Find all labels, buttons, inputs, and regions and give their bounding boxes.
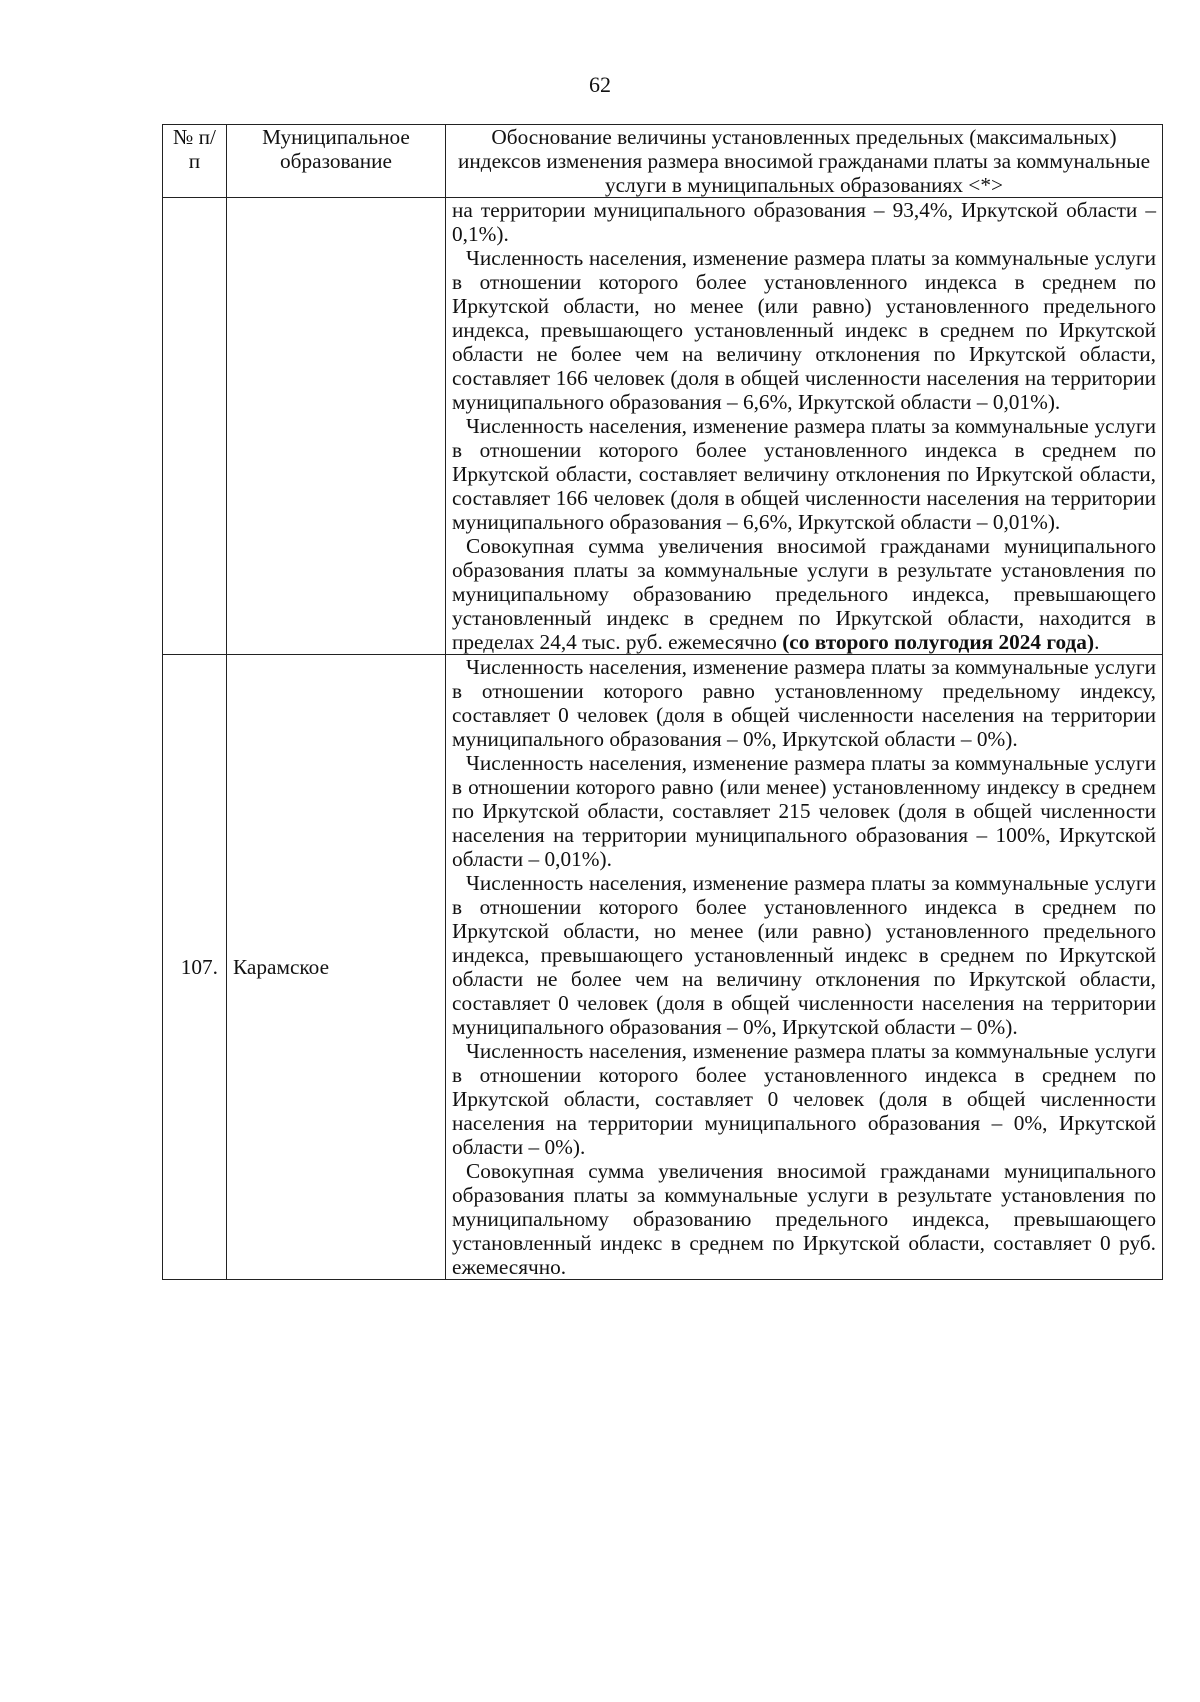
header-num: № п/п bbox=[163, 125, 227, 198]
paragraph-total bbox=[452, 534, 1156, 654]
header-justification: Обоснование величины установленных предельных (максимальных) индексов изменения размера вносимой гражданами платы за коммунальные услуги в муниципальных образованиях <*> bbox=[446, 125, 1163, 198]
paragraph: Численность населения, изменение размера платы за коммунальные услуги в отношении которого более установленного индекса в среднем по Иркутской области, составляет 0 человек (доля в общей численности населения на территории муниципального образования – 0%, Иркутской области – 0%). bbox=[452, 1039, 1156, 1159]
row-num-cell bbox=[163, 198, 227, 655]
justification-table bbox=[162, 124, 1163, 1280]
paragraph: Численность населения, изменение размера платы за коммунальные услуги в отношении которого более установленного индекса в среднем по Иркутской области, составляет величину отклонения по Иркутской области, составляет 166 человек (доля в общей численности населения на территории муниципального образования – 6,6%, Иркутской области – 0,01%). bbox=[452, 414, 1156, 534]
paragraph: на территории муниципального образования – 93,4%, Иркутской области – 0,1%). bbox=[452, 198, 1156, 246]
row-municipality-cell bbox=[227, 198, 446, 655]
row-num-cell: 107. bbox=[163, 655, 227, 1280]
paragraph: Совокупная сумма увеличения вносимой гражданами муниципального образования платы за коммунальные услуги в результате установления по муниципальному образованию предельного индекса, превышающего установленный индекс в среднем по Иркутской области, составляет 0 руб. ежемесячно. bbox=[452, 1159, 1156, 1279]
paragraph: Численность населения, изменение размера платы за коммунальные услуги в отношении которого более установленного индекса в среднем по Иркутской области, но менее (или равно) установленного предельного индекса, превышающего установленный индекс в среднем по Иркутской области не более чем на величину отклонения по Иркутской области, составляет 166 человек (доля в общей численности населения на территории муниципального образования – 6,6%, Иркутской области – 0,01%). bbox=[452, 246, 1156, 414]
paragraph: Численность населения, изменение размера платы за коммунальные услуги в отношении которого более установленного индекса в среднем по Иркутской области, но менее (или равно) установленного предельного индекса, превышающего установленный индекс в среднем по Иркутской области не более чем на величину отклонения по Иркутской области, составляет 0 человек (доля в общей численности населения на территории муниципального образования – 0%, Иркутской области – 0%). bbox=[452, 871, 1156, 1039]
total-text: Совокупная сумма увеличения вносимой гражданами муниципального образования платы за коммунальные услуги в результате установления по муниципальному образованию предельного индекса, превышающего установленный индекс в среднем по Иркутской области, находится в пределах 24,4 тыс. руб. ежемесячно bbox=[452, 534, 1156, 654]
paragraph: Численность населения, изменение размера платы за коммунальные услуги в отношении которого равно (или менее) установленному индексу в среднем по Иркутской области, составляет 215 человек (доля в общей численности населения на территории муниципального образования – 100%, Иркутской области – 0,01%). bbox=[452, 751, 1156, 871]
table-header-row bbox=[163, 125, 1163, 198]
row-municipality-cell: Карамское bbox=[227, 655, 446, 1280]
row-justification-cell bbox=[446, 655, 1163, 1280]
table-row bbox=[163, 655, 1163, 1280]
paragraph: Численность населения, изменение размера платы за коммунальные услуги в отношении которого равно установленному предельному индексу, составляет 0 человек (доля в общей численности населения на территории муниципального образования – 0%, Иркутской области – 0%). bbox=[452, 655, 1156, 751]
page-number: 62 bbox=[589, 72, 611, 97]
total-tail: . bbox=[1094, 630, 1100, 654]
row-justification-cell bbox=[446, 198, 1163, 655]
table-row bbox=[163, 198, 1163, 655]
header-municipality: Муниципальное образование bbox=[227, 125, 446, 198]
total-period-bold: (со второго полугодия 2024 года) bbox=[782, 630, 1095, 654]
